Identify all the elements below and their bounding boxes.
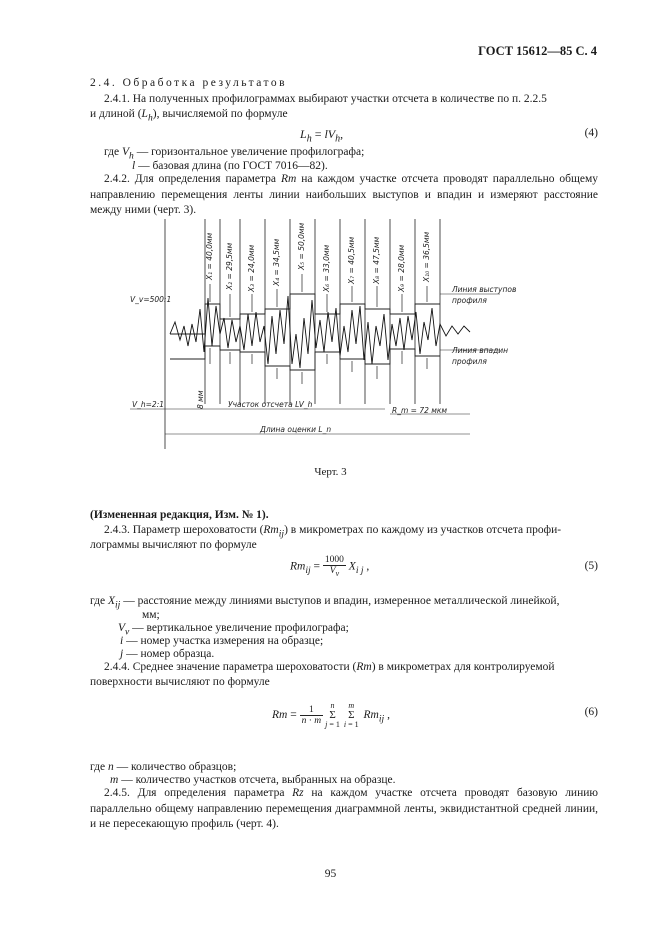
where-6-2: m — количество участков отсчета, выбранных на образце. <box>110 774 396 786</box>
x-label-5: X₅ = 50,0мм <box>297 222 306 270</box>
peaks-line-label-2: профиля <box>452 296 487 305</box>
para-2-4-3-line1: 2.4.3. Параметр шероховатости $(Rm_{ij})$ в микрометрах по каждому из участков отсчета профи- <box>104 524 562 540</box>
x-label-9: X₉ = 28,0мм <box>397 244 406 292</box>
para-2-4-1-line1: 2.4.1. На полученных профилограммах выбирают участки отсчета в количестве по п. 2.2.5 <box>104 93 547 105</box>
equation-6-number: (6) <box>584 706 598 718</box>
where-5-2: мм; <box>142 609 160 621</box>
equation-4-number: (4) <box>584 127 598 139</box>
peaks-line-label: Линия выступов <box>452 285 517 294</box>
para-2-4-1-line2: и длиной $(L_h)$, вычисляемой по формуле <box>90 108 288 124</box>
valleys-line-label-2: профиля <box>452 357 487 366</box>
para-2-4-5: 2.4.5. Для определения параметра Rz на каждом участке отсчета проводят базовую линию параллельно общему направлению перемещения диаграммной ленты, эквидистантной средней линии, и не пересекающую профиль (черт. 4). <box>90 787 598 830</box>
x-label-3: X₃ = 24,0мм <box>247 244 256 292</box>
para-2-4-4-line1: 2.4.4. Среднее значение параметра шероховатости (Rm) в микрометрах для контролируемой <box>104 661 555 673</box>
where-4-2: l — базовая длина (по ГОСТ 7016—82). <box>132 160 328 172</box>
vv-label: V_v=500:1 <box>130 295 172 304</box>
equation-5-number: (5) <box>584 560 598 572</box>
length-label: Длина оценки L_n <box>260 425 332 434</box>
where-5-1: где $X_{ij}$ — расстояние между линиями выступов и впадин, измеренное металлической линейкой, <box>90 595 560 611</box>
amendment-note: (Измененная редакция, Изм. № 1). <box>90 509 269 521</box>
x-label-6: X₆ = 33,0мм <box>322 244 331 292</box>
x-label-2: X₂ = 29,5мм <box>225 242 234 290</box>
where-5-5: j — номер образца. <box>120 648 215 660</box>
x-label-1: X₁ = 40,0мм <box>205 232 214 280</box>
equation-4: $L_h = lV_h$, <box>300 127 344 145</box>
mm8-label: 8 мм <box>196 390 205 409</box>
page-header: ГОСТ 15612—85 С. 4 <box>478 44 597 58</box>
where-5-4: i — номер участка измерения на образце; <box>120 635 324 647</box>
where-6-1: где n — количество образцов; <box>90 761 237 773</box>
para-2-4-2: 2.4.2. Для определения параметра Rm на каждом участке отсчета проводят параллельно общему направлению перемещения ленты линии наибольших выступов и впадин и измеряют расстояние между ними (черт. 3). <box>90 173 598 216</box>
section-title: 2.4. Обработка результатов <box>90 77 288 89</box>
x-label-10: X₁₀ = 36,5мм <box>422 231 431 282</box>
valleys-line-label: Линия впадин <box>452 346 509 355</box>
vh-label: V_h=2:1 <box>132 400 164 409</box>
profilogram-figure <box>130 214 530 454</box>
para-2-4-4-line2: поверхности вычисляют по формуле <box>90 676 270 688</box>
page-number: 95 <box>324 868 337 880</box>
equation-5: $Rm_{ij}$ = $\frac{1000}{V_v}$ $X_{i j}$ , <box>290 555 370 578</box>
where-4-1: где $V_h$ — горизонтальное увеличение профилографа; <box>104 146 365 162</box>
x-label-4: X₄ = 34,5мм <box>272 238 281 286</box>
para-2-4-3-line2: лограммы вычисляют по формуле <box>90 539 257 551</box>
x-label-8: X₈ = 47,5мм <box>372 236 381 284</box>
rm-label: R_m = 72 мкм <box>392 406 448 415</box>
where-5-3: $V_v$ — вертикальное увеличение профилографа; <box>118 622 349 638</box>
segment-label: Участок отсчета LV_h <box>228 400 313 409</box>
equation-6: Rm = $\frac{1}{n \cdot m}$ n Σ j = 1m Σ i = 1 $Rm_{ij}$ , <box>272 701 390 729</box>
x-label-7: X₇ = 40,5мм <box>347 236 356 284</box>
figure-caption: Черт. 3 <box>314 466 347 478</box>
